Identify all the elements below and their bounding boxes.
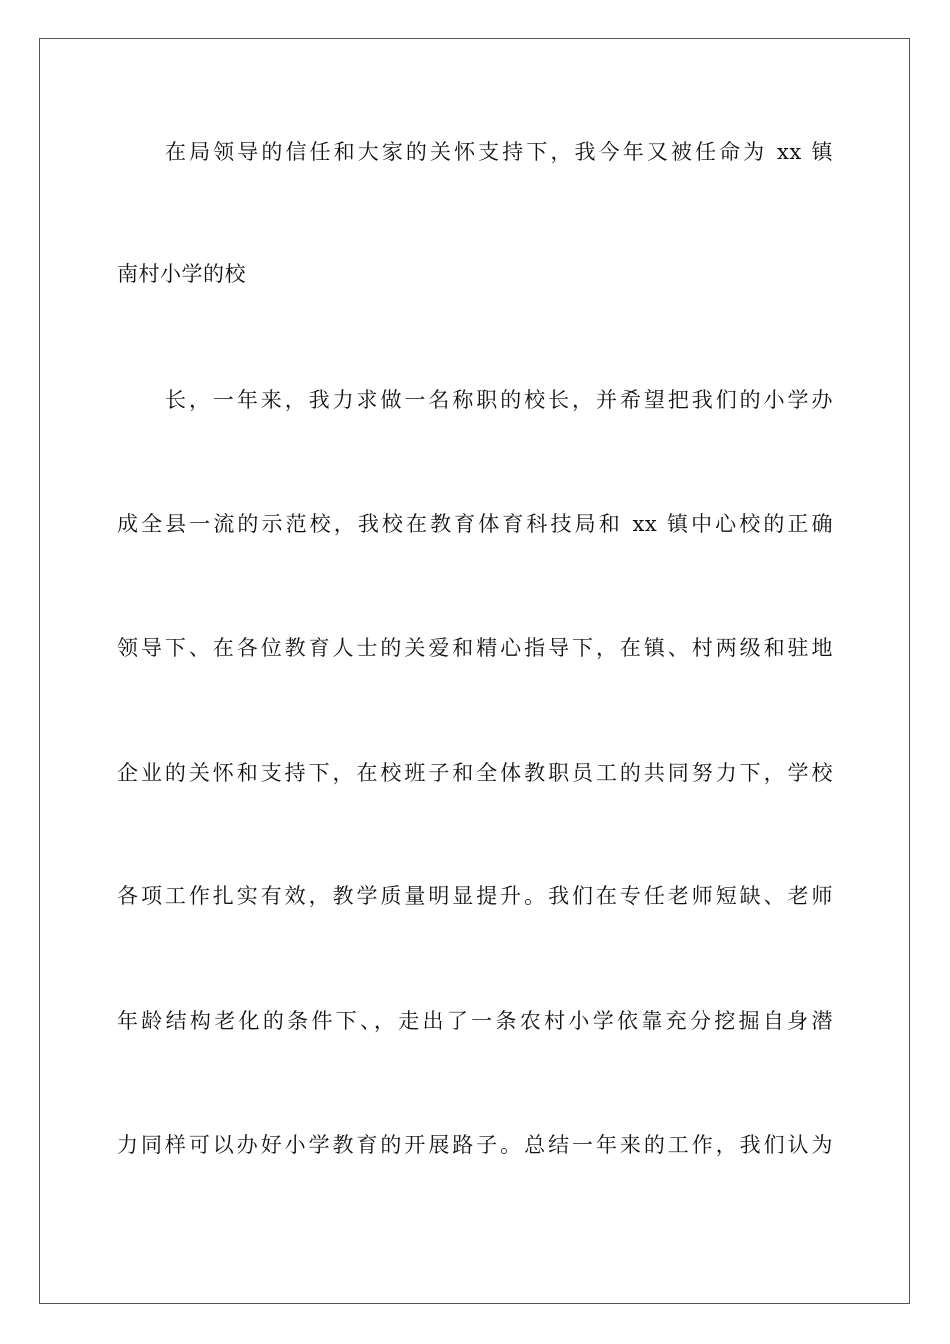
paragraph-line-1: 在局领导的信任和大家的关怀支持下，我今年又被任命为 xx 镇 xyxy=(165,140,833,164)
paragraph-line-2: 南村小学的校 xyxy=(117,262,246,286)
paragraph-line-3: 长，一年来，我力求做一名称职的校长，并希望把我们的小学办 xyxy=(165,388,833,412)
paragraph-line-8: 年龄结构老化的条件下、，走出了一条农村小学依靠充分挖掘自身潜 xyxy=(117,1009,833,1033)
paragraph-line-4: 成全县一流的示范校，我校在教育体育科技局和 xx 镇中心校的正确 xyxy=(117,512,833,536)
paragraph-line-6: 企业的关怀和支持下，在校班子和全体教职员工的共同努力下，学校 xyxy=(117,761,833,785)
paragraph-line-7: 各项工作扎实有效，教学质量明显提升。我们在专任老师短缺、老师 xyxy=(117,884,833,908)
paragraph-line-5: 领导下、在各位教育人士的关爱和精心指导下，在镇、村两级和驻地 xyxy=(117,636,833,660)
page-border xyxy=(39,38,910,1304)
paragraph-line-9: 力同样可以办好小学教育的开展路子。总结一年来的工作，我们认为 xyxy=(117,1133,833,1157)
